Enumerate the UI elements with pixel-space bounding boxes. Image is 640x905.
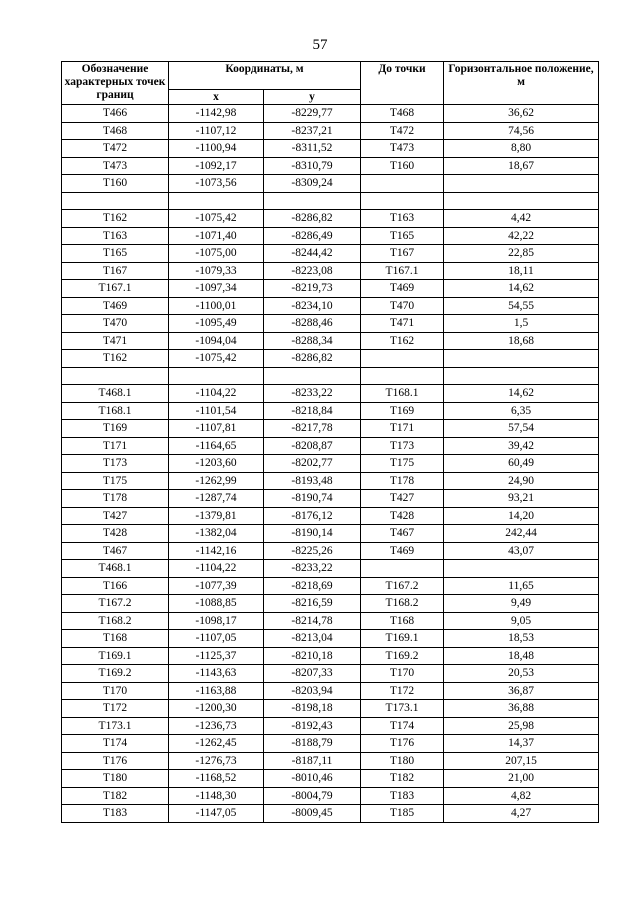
- point-cell: Т162: [62, 210, 169, 228]
- to-point-cell: Т175: [361, 455, 444, 473]
- table-row: [62, 245, 599, 263]
- x-cell: -1143,63: [169, 665, 264, 683]
- table-row: [62, 385, 599, 403]
- to-point-cell: [361, 367, 444, 385]
- y-cell: -8218,84: [264, 402, 361, 420]
- x-cell: -1142,98: [169, 105, 264, 123]
- y-cell: -8192,43: [264, 717, 361, 735]
- point-cell: Т173: [62, 455, 169, 473]
- distance-cell: 14,37: [444, 735, 599, 753]
- coordinates-table: [61, 61, 599, 823]
- y-cell: -8286,82: [264, 350, 361, 368]
- point-cell: Т468: [62, 122, 169, 140]
- point-cell: Т175: [62, 472, 169, 490]
- distance-cell: 9,49: [444, 595, 599, 613]
- distance-cell: 21,00: [444, 770, 599, 788]
- distance-cell: 4,27: [444, 805, 599, 823]
- table-row: [62, 262, 599, 280]
- table-row: [62, 595, 599, 613]
- to-point-cell: Т167.2: [361, 577, 444, 595]
- to-point-cell: Т472: [361, 122, 444, 140]
- to-point-cell: [361, 192, 444, 210]
- to-point-cell: Т428: [361, 507, 444, 525]
- table-row: [62, 630, 599, 648]
- distance-cell: 14,62: [444, 385, 599, 403]
- y-cell: -8288,34: [264, 332, 361, 350]
- point-cell: Т167.1: [62, 280, 169, 298]
- point-cell: Т176: [62, 752, 169, 770]
- table-row: [62, 805, 599, 823]
- x-cell: -1073,56: [169, 175, 264, 193]
- x-cell: -1075,42: [169, 350, 264, 368]
- table-row: [62, 437, 599, 455]
- x-cell: -1147,05: [169, 805, 264, 823]
- y-cell: -8198,18: [264, 700, 361, 718]
- point-cell: Т428: [62, 525, 169, 543]
- distance-cell: 36,88: [444, 700, 599, 718]
- to-point-cell: Т469: [361, 542, 444, 560]
- x-cell: -1075,42: [169, 210, 264, 228]
- header-coordinates: Координаты, м: [169, 62, 361, 90]
- distance-cell: 24,90: [444, 472, 599, 490]
- to-point-cell: Т171: [361, 420, 444, 438]
- to-point-cell: Т169.1: [361, 630, 444, 648]
- point-cell: Т165: [62, 245, 169, 263]
- point-cell: Т182: [62, 787, 169, 805]
- x-cell: -1148,30: [169, 787, 264, 805]
- point-cell: Т427: [62, 507, 169, 525]
- point-cell: Т180: [62, 770, 169, 788]
- to-point-cell: Т167: [361, 245, 444, 263]
- point-cell: Т466: [62, 105, 169, 123]
- table-row: [62, 455, 599, 473]
- to-point-cell: Т174: [361, 717, 444, 735]
- y-cell: -8233,22: [264, 560, 361, 578]
- to-point-cell: Т163: [361, 210, 444, 228]
- distance-cell: 14,62: [444, 280, 599, 298]
- point-cell: Т169.2: [62, 665, 169, 683]
- x-cell: -1097,34: [169, 280, 264, 298]
- y-cell: -8218,69: [264, 577, 361, 595]
- distance-cell: 18,11: [444, 262, 599, 280]
- table-row: [62, 490, 599, 508]
- table-row: [62, 717, 599, 735]
- x-cell: -1100,94: [169, 140, 264, 158]
- to-point-cell: Т470: [361, 297, 444, 315]
- distance-cell: 8,80: [444, 140, 599, 158]
- to-point-cell: Т185: [361, 805, 444, 823]
- to-point-cell: Т167.1: [361, 262, 444, 280]
- point-cell: Т473: [62, 157, 169, 175]
- to-point-cell: Т176: [361, 735, 444, 753]
- table-row: [62, 560, 599, 578]
- x-cell: -1379,81: [169, 507, 264, 525]
- table-row: [62, 350, 599, 368]
- point-cell: Т468.1: [62, 385, 169, 403]
- table-row: [62, 227, 599, 245]
- y-cell: -8213,04: [264, 630, 361, 648]
- y-cell: -8210,18: [264, 647, 361, 665]
- y-cell: -8229,77: [264, 105, 361, 123]
- to-point-cell: [361, 560, 444, 578]
- to-point-cell: Т180: [361, 752, 444, 770]
- page-number: 57: [312, 37, 328, 53]
- x-cell: -1095,49: [169, 315, 264, 333]
- table-row: [62, 647, 599, 665]
- table-row: [62, 507, 599, 525]
- y-cell: -8188,79: [264, 735, 361, 753]
- y-cell: [264, 192, 361, 210]
- table-row: [62, 367, 599, 385]
- point-cell: Т160: [62, 175, 169, 193]
- y-cell: -8286,82: [264, 210, 361, 228]
- y-cell: -8190,74: [264, 490, 361, 508]
- x-cell: -1168,52: [169, 770, 264, 788]
- to-point-cell: Т469: [361, 280, 444, 298]
- distance-cell: 93,21: [444, 490, 599, 508]
- to-point-cell: Т173: [361, 437, 444, 455]
- x-cell: -1107,05: [169, 630, 264, 648]
- x-cell: -1107,81: [169, 420, 264, 438]
- y-cell: -8216,59: [264, 595, 361, 613]
- x-cell: -1101,54: [169, 402, 264, 420]
- to-point-cell: Т427: [361, 490, 444, 508]
- point-cell: Т173.1: [62, 717, 169, 735]
- header-horizontal-distance: Горизонтальное положение, м: [444, 62, 599, 105]
- point-cell: Т170: [62, 682, 169, 700]
- x-cell: -1075,00: [169, 245, 264, 263]
- y-cell: [264, 367, 361, 385]
- distance-cell: 4,42: [444, 210, 599, 228]
- x-cell: -1079,33: [169, 262, 264, 280]
- y-cell: -8203,94: [264, 682, 361, 700]
- header-y: y: [264, 90, 361, 105]
- x-cell: [169, 367, 264, 385]
- point-cell: Т472: [62, 140, 169, 158]
- point-cell: Т172: [62, 700, 169, 718]
- to-point-cell: Т160: [361, 157, 444, 175]
- x-cell: -1092,17: [169, 157, 264, 175]
- x-cell: -1262,45: [169, 735, 264, 753]
- y-cell: -8207,33: [264, 665, 361, 683]
- distance-cell: 57,54: [444, 420, 599, 438]
- y-cell: -8309,24: [264, 175, 361, 193]
- x-cell: -1382,04: [169, 525, 264, 543]
- point-cell: Т163: [62, 227, 169, 245]
- table-row: [62, 682, 599, 700]
- distance-cell: 42,22: [444, 227, 599, 245]
- y-cell: -8233,22: [264, 385, 361, 403]
- point-cell: Т471: [62, 332, 169, 350]
- x-cell: -1071,40: [169, 227, 264, 245]
- point-cell: Т171: [62, 437, 169, 455]
- point-cell: Т166: [62, 577, 169, 595]
- to-point-cell: Т471: [361, 315, 444, 333]
- x-cell: -1098,17: [169, 612, 264, 630]
- point-cell: Т178: [62, 490, 169, 508]
- distance-cell: 18,67: [444, 157, 599, 175]
- to-point-cell: Т182: [361, 770, 444, 788]
- x-cell: -1100,01: [169, 297, 264, 315]
- distance-cell: [444, 350, 599, 368]
- distance-cell: 22,85: [444, 245, 599, 263]
- table-row: [62, 752, 599, 770]
- table-row: [62, 542, 599, 560]
- y-cell: -8223,08: [264, 262, 361, 280]
- to-point-cell: Т468: [361, 105, 444, 123]
- table-row: [62, 665, 599, 683]
- table-row: [62, 402, 599, 420]
- distance-cell: 43,07: [444, 542, 599, 560]
- to-point-cell: Т169: [361, 402, 444, 420]
- distance-cell: 74,56: [444, 122, 599, 140]
- distance-cell: 20,53: [444, 665, 599, 683]
- x-cell: -1200,30: [169, 700, 264, 718]
- x-cell: -1163,88: [169, 682, 264, 700]
- x-cell: -1164,65: [169, 437, 264, 455]
- to-point-cell: Т173.1: [361, 700, 444, 718]
- to-point-cell: Т183: [361, 787, 444, 805]
- to-point-cell: Т170: [361, 665, 444, 683]
- distance-cell: [444, 192, 599, 210]
- y-cell: -8214,78: [264, 612, 361, 630]
- point-cell: Т468.1: [62, 560, 169, 578]
- table-row: [62, 297, 599, 315]
- to-point-cell: [361, 350, 444, 368]
- y-cell: -8187,11: [264, 752, 361, 770]
- x-cell: -1107,12: [169, 122, 264, 140]
- point-cell: Т169.1: [62, 647, 169, 665]
- y-cell: -8009,45: [264, 805, 361, 823]
- point-cell: [62, 192, 169, 210]
- to-point-cell: Т473: [361, 140, 444, 158]
- distance-cell: 207,15: [444, 752, 599, 770]
- table-row: [62, 472, 599, 490]
- point-cell: Т169: [62, 420, 169, 438]
- table-row: [62, 787, 599, 805]
- x-cell: -1077,39: [169, 577, 264, 595]
- table-row: [62, 315, 599, 333]
- y-cell: -8219,73: [264, 280, 361, 298]
- y-cell: -8225,26: [264, 542, 361, 560]
- y-cell: -8288,46: [264, 315, 361, 333]
- table-row: [62, 420, 599, 438]
- distance-cell: 14,20: [444, 507, 599, 525]
- table-row: [62, 210, 599, 228]
- point-cell: Т168.1: [62, 402, 169, 420]
- point-cell: Т167.2: [62, 595, 169, 613]
- table-row: [62, 192, 599, 210]
- distance-cell: 60,49: [444, 455, 599, 473]
- table-row: [62, 525, 599, 543]
- distance-cell: [444, 175, 599, 193]
- header-to-point: До точки: [361, 62, 444, 105]
- to-point-cell: Т168.1: [361, 385, 444, 403]
- distance-cell: 4,82: [444, 787, 599, 805]
- distance-cell: [444, 560, 599, 578]
- distance-cell: 242,44: [444, 525, 599, 543]
- header-point: Обозначение характерных точек границ: [62, 62, 169, 105]
- y-cell: -8193,48: [264, 472, 361, 490]
- table-row: [62, 280, 599, 298]
- x-cell: [169, 192, 264, 210]
- distance-cell: 36,62: [444, 105, 599, 123]
- y-cell: -8208,87: [264, 437, 361, 455]
- table-row: [62, 175, 599, 193]
- point-cell: [62, 367, 169, 385]
- point-cell: Т162: [62, 350, 169, 368]
- distance-cell: 6,35: [444, 402, 599, 420]
- point-cell: Т469: [62, 297, 169, 315]
- y-cell: -8311,52: [264, 140, 361, 158]
- x-cell: -1094,04: [169, 332, 264, 350]
- to-point-cell: [361, 175, 444, 193]
- x-cell: -1125,37: [169, 647, 264, 665]
- y-cell: -8004,79: [264, 787, 361, 805]
- x-cell: -1236,73: [169, 717, 264, 735]
- distance-cell: 54,55: [444, 297, 599, 315]
- point-cell: Т174: [62, 735, 169, 753]
- distance-cell: 36,87: [444, 682, 599, 700]
- table-row: [62, 105, 599, 123]
- x-cell: -1088,85: [169, 595, 264, 613]
- to-point-cell: Т165: [361, 227, 444, 245]
- x-cell: -1203,60: [169, 455, 264, 473]
- to-point-cell: Т178: [361, 472, 444, 490]
- to-point-cell: Т168.2: [361, 595, 444, 613]
- y-cell: -8310,79: [264, 157, 361, 175]
- y-cell: -8217,78: [264, 420, 361, 438]
- y-cell: -8237,21: [264, 122, 361, 140]
- table-body: [62, 105, 599, 823]
- x-cell: -1262,99: [169, 472, 264, 490]
- x-cell: -1276,73: [169, 752, 264, 770]
- table-row: [62, 735, 599, 753]
- table-row: [62, 332, 599, 350]
- y-cell: -8176,12: [264, 507, 361, 525]
- x-cell: -1142,16: [169, 542, 264, 560]
- to-point-cell: Т467: [361, 525, 444, 543]
- distance-cell: 11,65: [444, 577, 599, 595]
- point-cell: Т183: [62, 805, 169, 823]
- point-cell: Т470: [62, 315, 169, 333]
- distance-cell: 25,98: [444, 717, 599, 735]
- y-cell: -8286,49: [264, 227, 361, 245]
- table-row: [62, 700, 599, 718]
- distance-cell: 18,68: [444, 332, 599, 350]
- distance-cell: 9,05: [444, 612, 599, 630]
- y-cell: -8202,77: [264, 455, 361, 473]
- y-cell: -8010,46: [264, 770, 361, 788]
- x-cell: -1104,22: [169, 560, 264, 578]
- point-cell: Т168.2: [62, 612, 169, 630]
- table-row: [62, 157, 599, 175]
- y-cell: -8190,14: [264, 525, 361, 543]
- distance-cell: 18,48: [444, 647, 599, 665]
- table-row: [62, 577, 599, 595]
- distance-cell: 39,42: [444, 437, 599, 455]
- table-row: [62, 140, 599, 158]
- distance-cell: 18,53: [444, 630, 599, 648]
- header-x: x: [169, 90, 264, 105]
- to-point-cell: Т168: [361, 612, 444, 630]
- point-cell: Т467: [62, 542, 169, 560]
- point-cell: Т168: [62, 630, 169, 648]
- point-cell: Т167: [62, 262, 169, 280]
- y-cell: -8244,42: [264, 245, 361, 263]
- table-row: [62, 122, 599, 140]
- distance-cell: 1,5: [444, 315, 599, 333]
- y-cell: -8234,10: [264, 297, 361, 315]
- x-cell: -1287,74: [169, 490, 264, 508]
- distance-cell: [444, 367, 599, 385]
- table-row: [62, 612, 599, 630]
- x-cell: -1104,22: [169, 385, 264, 403]
- to-point-cell: Т172: [361, 682, 444, 700]
- table-row: [62, 770, 599, 788]
- to-point-cell: Т162: [361, 332, 444, 350]
- to-point-cell: Т169.2: [361, 647, 444, 665]
